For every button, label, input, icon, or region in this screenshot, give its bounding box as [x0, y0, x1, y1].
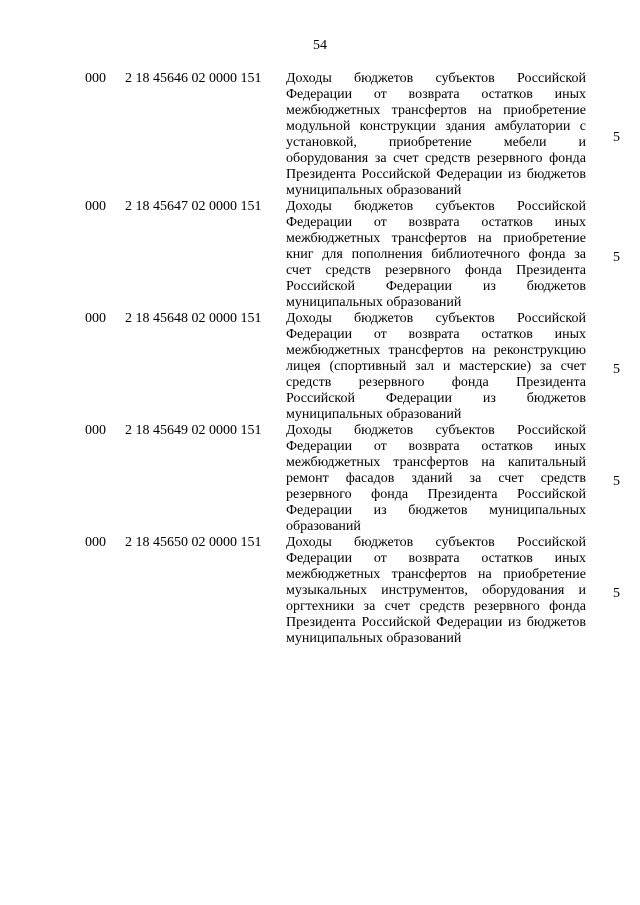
table-row [85, 535, 620, 647]
value-cell [586, 311, 620, 423]
value-text: 5 [613, 474, 620, 489]
table-row [85, 71, 620, 199]
admin-code-cell: 000 [85, 535, 106, 550]
budget-code-cell: 2 18 45648 02 0000 151 [125, 311, 262, 326]
revenue-codes-table [85, 71, 620, 647]
budget-code-cell: 2 18 45650 02 0000 151 [125, 535, 262, 550]
page-number: 54 [313, 38, 327, 53]
table-row [85, 199, 620, 311]
table-row [85, 311, 620, 423]
value-text: 5 [613, 130, 620, 145]
value-text: 5 [613, 586, 620, 601]
value-cell [586, 423, 620, 535]
admin-code-cell: 000 [85, 311, 106, 326]
admin-code-cell: 000 [85, 423, 106, 438]
budget-code-cell: 2 18 45649 02 0000 151 [125, 423, 262, 438]
table-row [85, 423, 620, 535]
value-cell [586, 535, 620, 647]
description-cell: Доходы бюджетов субъектов Российской Федерации от возврата остатков иных межбюджетных трансфертов на реконструкцию лицея (спортивный зал и мастерские) за счет средств резервного фонда Президента Российской Федерации из бюджетов муниципальных образований [286, 311, 586, 422]
description-cell: Доходы бюджетов субъектов Российской Федерации от возврата остатков иных межбюджетных трансфертов на приобретение музыкальных инструментов, оборудования и оргтехники за счет средств резервного фонда Президента Российской Федерации из бюджетов муниципальных образований [286, 535, 586, 646]
budget-code-cell: 2 18 45647 02 0000 151 [125, 199, 262, 214]
budget-code-cell: 2 18 45646 02 0000 151 [125, 71, 262, 86]
value-cell [586, 199, 620, 311]
admin-code-cell: 000 [85, 71, 106, 86]
description-cell: Доходы бюджетов субъектов Российской Федерации от возврата остатков иных межбюджетных трансфертов на капитальный ремонт фасадов зданий за счет средств резервного фонда Президента Российской Федерации из бюджетов муниципальных образований [286, 423, 586, 534]
value-text: 5 [613, 362, 620, 377]
value-text: 5 [613, 250, 620, 265]
description-cell: Доходы бюджетов субъектов Российской Федерации от возврата остатков иных межбюджетных трансфертов на приобретение модульной конструкции здания амбулатории с установкой, приобретение мебели и оборудования за счет средств резервного фонда Президента Российской Федерации из бюджетов муниципальных образований [286, 71, 586, 198]
description-cell: Доходы бюджетов субъектов Российской Федерации от возврата остатков иных межбюджетных трансфертов на приобретение книг для пополнения библиотечного фонда за счет средств резервного фонда Президента Российской Федерации из бюджетов муниципальных образований [286, 199, 586, 310]
value-cell [586, 71, 620, 199]
admin-code-cell: 000 [85, 199, 106, 214]
